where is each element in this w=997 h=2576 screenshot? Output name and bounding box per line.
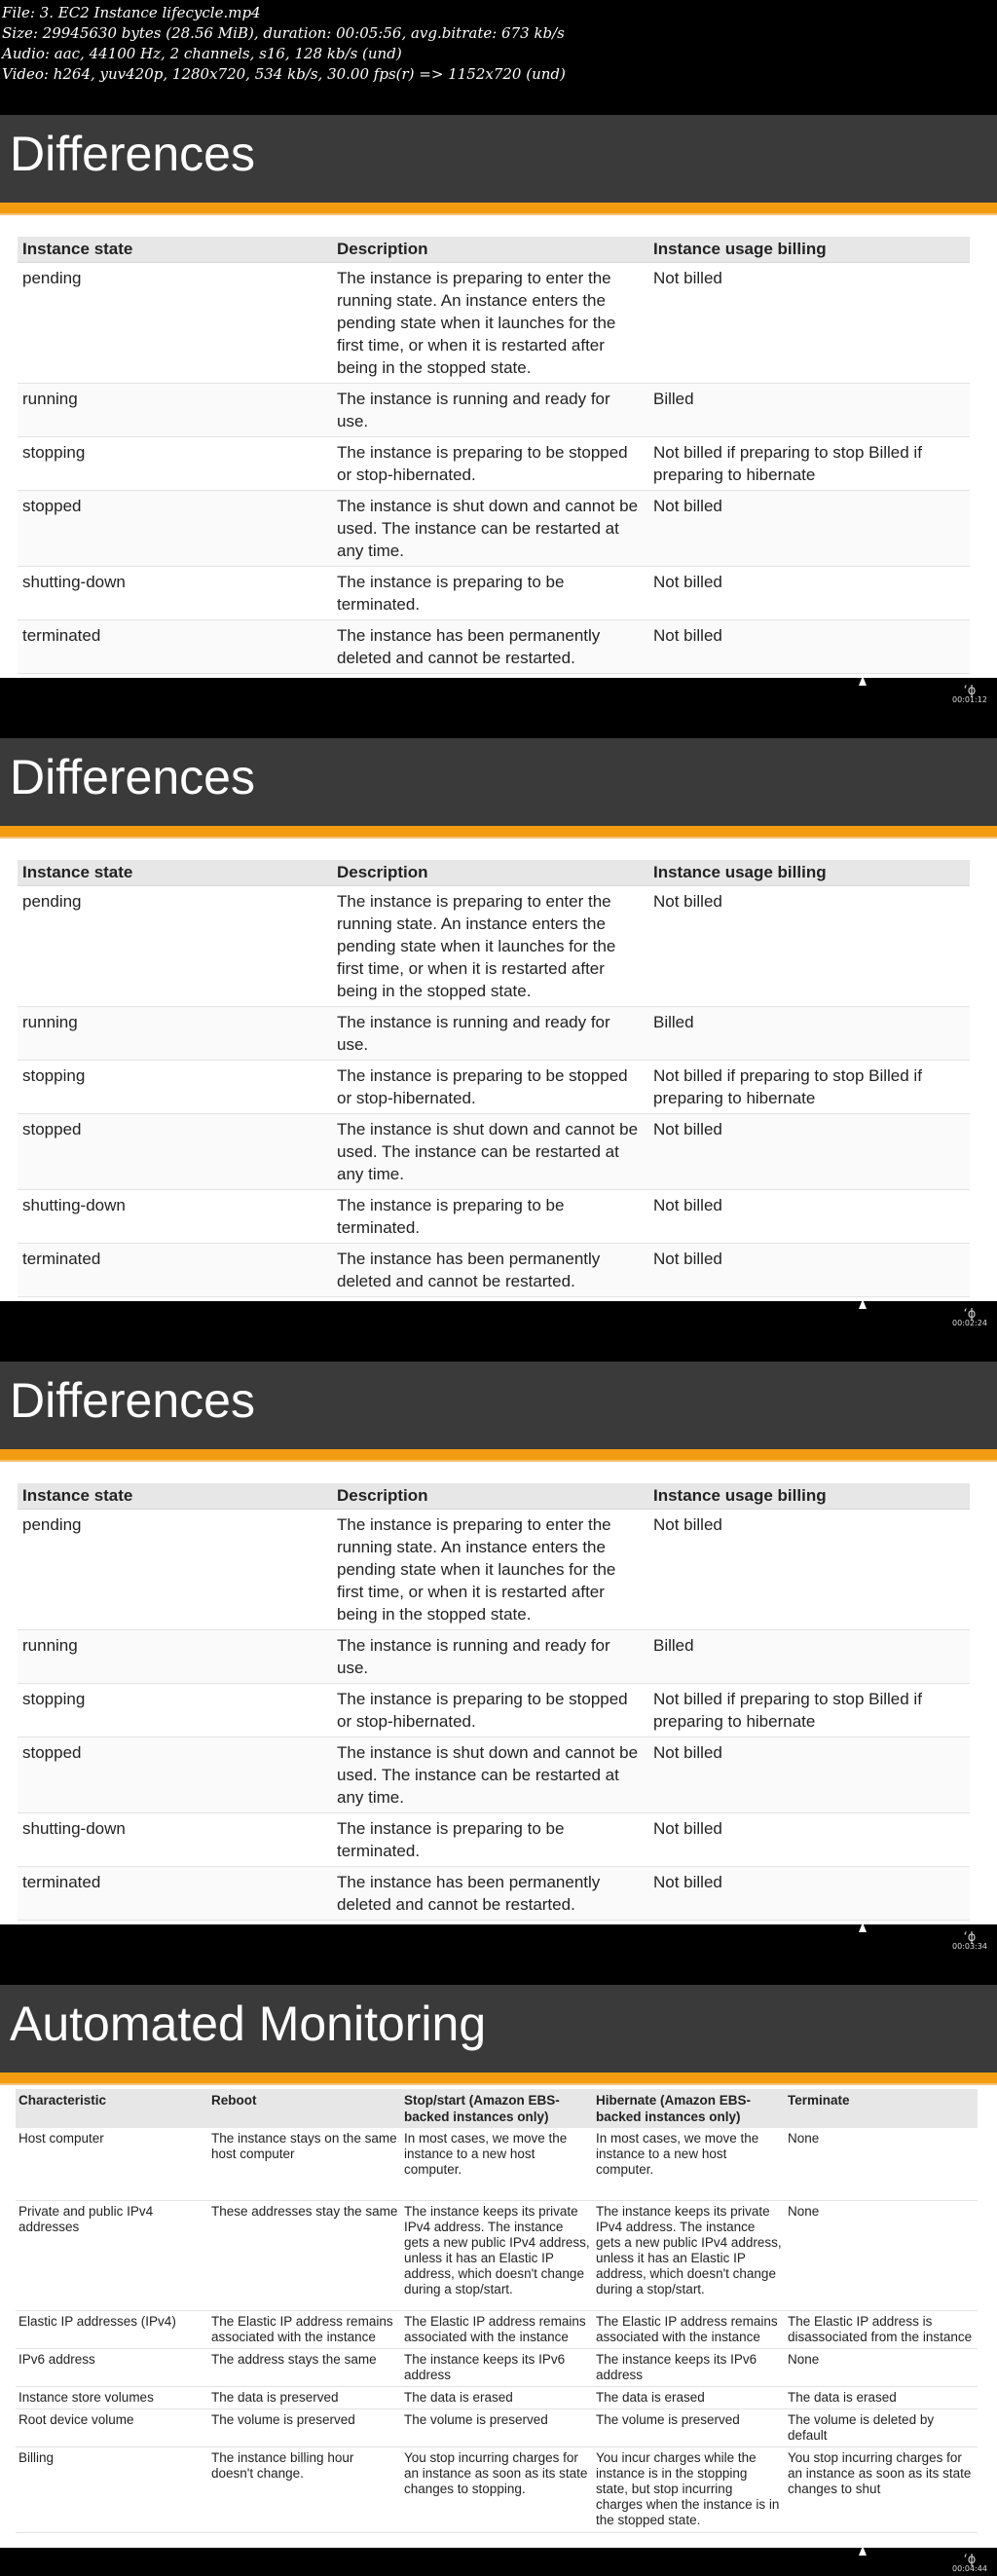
- column-header: Reboot: [208, 2089, 401, 2128]
- file-info-line: Size: 29945630 bytes (28.56 MiB), duration: 00:05:56, avg.bitrate: 673 kb/s: [2, 24, 565, 42]
- cell-state: pending: [18, 263, 332, 384]
- column-header: Characteristic: [16, 2089, 208, 2128]
- table-cell: The Elastic IP address remains associated with the instance: [401, 2310, 593, 2348]
- table-row: [18, 491, 970, 567]
- file-info-line: File: 3. EC2 Instance lifecycle.mp4: [2, 4, 261, 21]
- table-row: [18, 567, 970, 620]
- column-header: Instance usage billing: [648, 860, 970, 886]
- table-row: [18, 1737, 970, 1813]
- mouse-cursor-icon: [859, 676, 867, 686]
- table-cell: None: [785, 2128, 978, 2200]
- monitoring-comparison-table: [16, 2089, 978, 2533]
- slide-header: [0, 1985, 997, 2072]
- table-row: [16, 2408, 978, 2446]
- cell-state: shutting-down: [18, 1813, 332, 1867]
- column-header: Instance usage billing: [648, 1483, 970, 1510]
- cell-description: The instance is preparing to be terminated.: [332, 1190, 648, 1244]
- table-header-row: [18, 860, 970, 886]
- cell-state: shutting-down: [18, 1190, 332, 1244]
- table-cell: The instance billing hour doesn't change.: [208, 2446, 401, 2532]
- logo-mark-icon: ʻϕ: [963, 684, 977, 698]
- cell-description: The instance is preparing to be terminated.: [332, 1813, 648, 1867]
- udemy-logo: [952, 684, 987, 704]
- cell-state: running: [18, 1007, 332, 1061]
- cell-state: stopping: [18, 437, 332, 491]
- cell-description: The instance is preparing to be terminated.: [332, 567, 648, 620]
- table-cell: None: [785, 2200, 978, 2310]
- cell-state: stopped: [18, 1114, 332, 1190]
- table-cell: In most cases, we move the instance to a new host computer.: [593, 2128, 785, 2200]
- cell-description: The instance is running and ready for use.: [332, 384, 648, 437]
- slide-title: Differences: [10, 1373, 255, 1428]
- table-cell: The volume is preserved: [208, 2408, 401, 2446]
- table-row: [18, 384, 970, 437]
- logo-mark-icon: ʻϕ: [963, 1307, 977, 1322]
- table-cell: These addresses stay the same: [208, 2200, 401, 2310]
- table-row: [16, 2310, 978, 2348]
- cell-billing: Not billed: [648, 886, 970, 1007]
- cell-billing: Not billed: [648, 1813, 970, 1867]
- cell-description: The instance is running and ready for use.: [332, 1007, 648, 1061]
- table-row: [16, 2446, 978, 2532]
- cell-state: stopped: [18, 491, 332, 567]
- column-header: Description: [332, 1483, 648, 1510]
- table-cell: The Elastic IP address is disassociated from the instance: [785, 2310, 978, 2348]
- table-cell: Root device volume: [16, 2408, 208, 2446]
- slide-differences-1: [0, 115, 997, 678]
- cell-description: The instance is shut down and cannot be used. The instance can be restarted at any time.: [332, 491, 648, 567]
- table-cell: The instance keeps its private IPv4 address. The instance gets a new public IPv4 address, unless it has an Elastic IP address, which doesn't change during a stop/start.: [401, 2200, 593, 2310]
- cell-billing: Billed: [648, 1630, 970, 1684]
- table-row: [18, 1061, 970, 1114]
- cell-state: pending: [18, 1510, 332, 1630]
- cell-state: shutting-down: [18, 567, 332, 620]
- cell-description: The instance is preparing to be stopped or stop-hibernated.: [332, 1061, 648, 1114]
- cell-billing: Not billed: [648, 263, 970, 384]
- cell-state: running: [18, 1630, 332, 1684]
- cell-description: The instance is shut down and cannot be used. The instance can be restarted at any time.: [332, 1114, 648, 1190]
- table-cell: The instance keeps its private IPv4 address. The instance gets a new public IPv4 address, unless it has an Elastic IP address, which doesn't change during a stop/start.: [593, 2200, 785, 2310]
- table-row: [16, 2128, 978, 2200]
- table-row: [18, 1007, 970, 1061]
- column-header: Terminate: [785, 2089, 978, 2128]
- table-cell: In most cases, we move the instance to a new host computer.: [401, 2128, 593, 2200]
- mouse-cursor-icon: [859, 1299, 867, 1309]
- table-cell: You incur charges while the instance is in the stopping state, but stop incurring charges when the instance is in the stopped state.: [593, 2446, 785, 2532]
- slide-differences-2: [0, 738, 997, 1301]
- timestamp: 00:01:12: [952, 695, 987, 704]
- table-row: [18, 1244, 970, 1297]
- cell-state: terminated: [18, 1867, 332, 1921]
- table-row: [18, 1630, 970, 1684]
- table-cell: IPv6 address: [16, 2348, 208, 2386]
- slide-title: Automated Monitoring: [10, 1997, 487, 2051]
- cell-billing: Not billed: [648, 1737, 970, 1813]
- table-row: [16, 2348, 978, 2386]
- instance-state-table: [18, 860, 970, 1297]
- table-row: [18, 1867, 970, 1921]
- accent-line: [0, 837, 997, 839]
- accent-line: [0, 1460, 997, 1462]
- file-info-line: Audio: aac, 44100 Hz, 2 channels, s16, 128 kb/s (und): [2, 45, 402, 62]
- table-cell: Instance store volumes: [16, 2386, 208, 2408]
- table-row: [18, 1813, 970, 1867]
- table-header-row: [18, 1483, 970, 1510]
- logo-mark-icon: ʻϕ: [963, 2553, 977, 2567]
- table-cell: The volume is preserved: [593, 2408, 785, 2446]
- instance-state-table: [18, 1483, 970, 1921]
- cell-billing: Not billed: [648, 1510, 970, 1630]
- cell-description: The instance is preparing to be stopped or stop-hibernated.: [332, 1684, 648, 1737]
- slide-header: [0, 738, 997, 826]
- cell-billing: Not billed: [648, 620, 970, 674]
- accent-line: [0, 213, 997, 215]
- cell-billing: Not billed if preparing to stop Billed if preparing to hibernate: [648, 437, 970, 491]
- column-header: Instance state: [18, 1483, 332, 1510]
- slide-header: [0, 115, 997, 203]
- table-cell: The Elastic IP address remains associated with the instance: [593, 2310, 785, 2348]
- cell-billing: Not billed: [648, 567, 970, 620]
- cell-billing: Not billed if preparing to stop Billed if preparing to hibernate: [648, 1061, 970, 1114]
- cell-state: running: [18, 384, 332, 437]
- table-cell: The data is erased: [401, 2386, 593, 2408]
- table-row: [18, 1684, 970, 1737]
- column-header: Instance usage billing: [648, 237, 970, 263]
- slide-title: Differences: [10, 750, 255, 804]
- mouse-cursor-icon: [859, 2546, 867, 2556]
- table-cell: The instance stays on the same host computer: [208, 2128, 401, 2200]
- cell-billing: Not billed: [648, 1190, 970, 1244]
- cell-billing: Not billed: [648, 1244, 970, 1297]
- udemy-logo: [952, 1307, 987, 1327]
- cell-state: pending: [18, 886, 332, 1007]
- table-row: [18, 886, 970, 1007]
- table-cell: You stop incurring charges for an instance as soon as its state changes to stopping.: [401, 2446, 593, 2532]
- table-cell: Billing: [16, 2446, 208, 2532]
- cell-billing: Not billed: [648, 491, 970, 567]
- cell-state: stopped: [18, 1737, 332, 1813]
- cell-state: terminated: [18, 1244, 332, 1297]
- udemy-logo: [952, 2553, 987, 2573]
- table-cell: Host computer: [16, 2128, 208, 2200]
- table-cell: The data is erased: [593, 2386, 785, 2408]
- column-header: Instance state: [18, 237, 332, 263]
- table-row: [18, 620, 970, 674]
- cell-description: The instance has been permanently deleted and cannot be restarted.: [332, 620, 648, 674]
- cell-state: terminated: [18, 620, 332, 674]
- accent-bar: [0, 203, 997, 213]
- cell-state: stopping: [18, 1684, 332, 1737]
- cell-billing: Not billed: [648, 1114, 970, 1190]
- table-cell: The volume is deleted by default: [785, 2408, 978, 2446]
- timestamp: 00:03:34: [952, 1942, 987, 1951]
- table-cell: The volume is preserved: [401, 2408, 593, 2446]
- table-cell: Elastic IP addresses (IPv4): [16, 2310, 208, 2348]
- timestamp: 00:04:44: [952, 2564, 987, 2573]
- table-cell: The data is preserved: [208, 2386, 401, 2408]
- table-cell: The address stays the same: [208, 2348, 401, 2386]
- table-cell: The instance keeps its IPv6 address: [401, 2348, 593, 2386]
- accent-bar: [0, 2072, 997, 2083]
- table-row: [18, 437, 970, 491]
- table-cell: Private and public IPv4 addresses: [16, 2200, 208, 2310]
- column-header: Description: [332, 237, 648, 263]
- table-row: [16, 2386, 978, 2408]
- cell-description: The instance is preparing to enter the running state. An instance enters the pending state when it launches for the first time, or when it is restarted after being in the stopped state.: [332, 1510, 648, 1630]
- table-cell: The instance keeps its IPv6 address: [593, 2348, 785, 2386]
- cell-description: The instance is running and ready for use.: [332, 1630, 648, 1684]
- slide-differences-3: [0, 1362, 997, 1924]
- cell-description: The instance is preparing to enter the running state. An instance enters the pending state when it launches for the first time, or when it is restarted after being in the stopped state.: [332, 263, 648, 384]
- table-cell: The Elastic IP address remains associated with the instance: [208, 2310, 401, 2348]
- table-row: [18, 1190, 970, 1244]
- cell-description: The instance has been permanently deleted and cannot be restarted.: [332, 1244, 648, 1297]
- table-header-row: [16, 2089, 978, 2128]
- file-info: [0, 0, 997, 115]
- table-header-row: [18, 237, 970, 263]
- table-cell: None: [785, 2348, 978, 2386]
- slide-automated-monitoring: [0, 1985, 997, 2548]
- slide-header: [0, 1362, 997, 1449]
- cell-description: The instance is preparing to enter the running state. An instance enters the pending state when it launches for the first time, or when it is restarted after being in the stopped state.: [332, 886, 648, 1007]
- cell-description: The instance is shut down and cannot be used. The instance can be restarted at any time.: [332, 1737, 648, 1813]
- column-header: Instance state: [18, 860, 332, 886]
- table-cell: You stop incurring charges for an instance as soon as its state changes to shut: [785, 2446, 978, 2532]
- table-row: [18, 1114, 970, 1190]
- cell-description: The instance has been permanently deleted and cannot be restarted.: [332, 1867, 648, 1921]
- accent-bar: [0, 826, 997, 837]
- column-header: Description: [332, 860, 648, 886]
- udemy-logo: [952, 1930, 987, 1951]
- cell-billing: Not billed if preparing to stop Billed if preparing to hibernate: [648, 1684, 970, 1737]
- column-header: Hibernate (Amazon EBS-backed instances only): [593, 2089, 785, 2128]
- table-row: [18, 1510, 970, 1630]
- column-header: Stop/start (Amazon EBS-backed instances only): [401, 2089, 593, 2128]
- cell-description: The instance is preparing to be stopped or stop-hibernated.: [332, 437, 648, 491]
- logo-mark-icon: ʻϕ: [963, 1930, 977, 1945]
- cell-billing: Billed: [648, 1007, 970, 1061]
- table-cell: The data is erased: [785, 2386, 978, 2408]
- accent-bar: [0, 1449, 997, 1460]
- timestamp: 00:02:24: [952, 1319, 987, 1327]
- table-row: [16, 2200, 978, 2310]
- file-info-line: Video: h264, yuv420p, 1280x720, 534 kb/s, 30.00 fps(r) => 1152x720 (und): [2, 65, 566, 83]
- instance-state-table: [18, 237, 970, 674]
- cell-state: stopping: [18, 1061, 332, 1114]
- accent-line: [0, 2083, 997, 2085]
- cell-billing: Billed: [648, 384, 970, 437]
- mouse-cursor-icon: [859, 1923, 867, 1932]
- table-row: [18, 263, 970, 384]
- slide-title: Differences: [10, 127, 255, 181]
- cell-billing: Not billed: [648, 1867, 970, 1921]
